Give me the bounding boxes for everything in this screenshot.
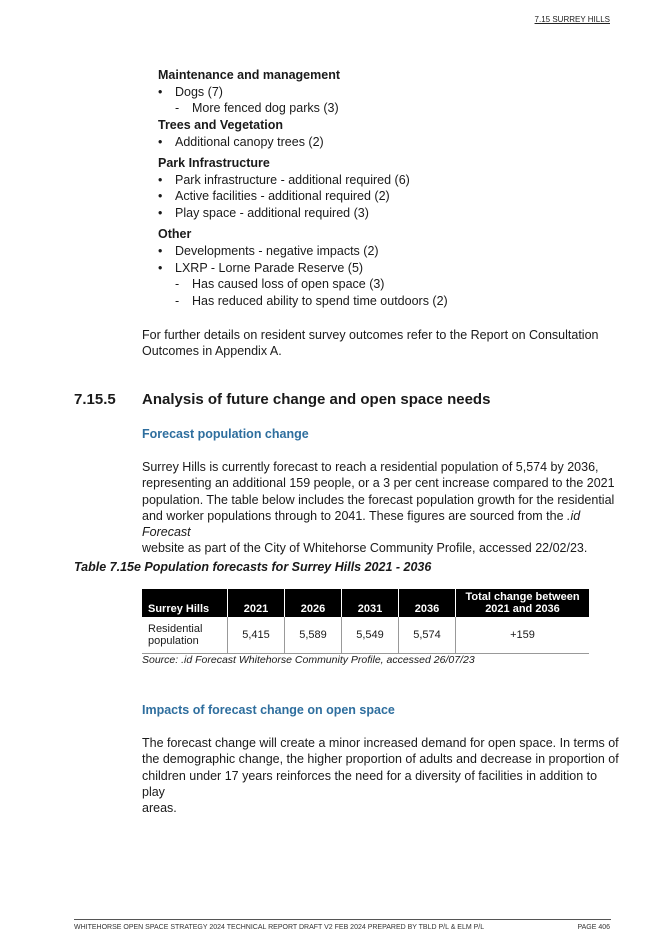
table-source: Source: .id Forecast Whitehorse Community Profile, accessed 26/07/23 xyxy=(142,654,475,666)
footer-divider xyxy=(74,919,611,920)
col-header-2026: 2026 xyxy=(285,589,342,617)
impacts-paragraph: The forecast change will create a minor increased demand for open space. In terms of the demographic change, the higher proportion of adults and decrease in proportion of children under 17 years reinforces the need for a diversity of facilities in addition to play areas. xyxy=(142,736,619,816)
dash-item: - Has reduced ability to spend time outdoors (2) xyxy=(192,294,448,308)
col-header-2031: 2031 xyxy=(342,589,399,617)
col-header-2021: 2021 xyxy=(228,589,285,617)
bullet-item: • Dogs (7) xyxy=(175,85,223,99)
bullet-item: • Additional canopy trees (2) xyxy=(175,135,324,149)
impacts-heading: Impacts of forecast change on open space xyxy=(142,703,395,717)
row-label: Residential population xyxy=(142,617,228,654)
id-forecast-ref: .id Forecast xyxy=(142,508,581,540)
col-header-area: Surrey Hills xyxy=(142,589,228,617)
group-title-infrastructure: Park Infrastructure xyxy=(158,156,270,170)
dash-item: - Has caused loss of open space (3) xyxy=(192,277,384,291)
section-number: 7.15.5 xyxy=(74,391,116,408)
bullet-item: • Play space - additional required (3) xyxy=(175,206,369,220)
col-header-total-change: Total change between 2021 and 2036 xyxy=(456,589,590,617)
bullet-item: • Active facilities - additional required (2) xyxy=(175,189,390,203)
table-header-row xyxy=(142,589,589,617)
page-number: PAGE 406 xyxy=(577,924,610,931)
section-title: Analysis of future change and open space needs xyxy=(142,391,491,408)
bullet-item: • Developments - negative impacts (2) xyxy=(175,244,379,258)
forecast-heading: Forecast population change xyxy=(142,427,309,441)
table-caption: Table 7.15e Population forecasts for Surrey Hills 2021 - 2036 xyxy=(74,560,432,574)
further-details-paragraph: For further details on resident survey outcomes refer to the Report on Consultation Outcomes in Appendix A. xyxy=(142,328,599,359)
table-row xyxy=(142,617,589,654)
group-title-maintenance: Maintenance and management xyxy=(158,68,340,82)
footer-text: WHITEHORSE OPEN SPACE STRATEGY 2024 TECHNICAL REPORT DRAFT V2 FEB 2024 PREPARED BY TBLD P/L & ELM P/L xyxy=(74,924,485,931)
cell-total-change: +159 xyxy=(456,617,590,654)
dash-item: - More fenced dog parks (3) xyxy=(192,101,339,115)
population-table xyxy=(142,589,589,654)
cell-2026: 5,589 xyxy=(285,617,342,654)
cell-2031: 5,549 xyxy=(342,617,399,654)
section-link[interactable]: 7.15 SURREY HILLS xyxy=(534,15,610,24)
forecast-paragraph: Surrey Hills is currently forecast to reach a residential population of 5,574 by 2036, representing an additional 159 people, or a 3 per cent increase compared to the 2021 population. The table below includes the forecast population growth for the residential and worker populations through to 2041. These figures are sourced from the .id Forecast website as part of the City of Whitehorse Community Profile, accessed 22/02/23. xyxy=(142,460,615,556)
bullet-item: • LXRP - Lorne Parade Reserve (5) xyxy=(175,261,363,275)
bullet-item: • Park infrastructure - additional required (6) xyxy=(175,173,410,187)
col-header-2036: 2036 xyxy=(399,589,456,617)
group-title-other: Other xyxy=(158,227,192,241)
group-title-trees: Trees and Vegetation xyxy=(158,118,284,132)
cell-2036: 5,574 xyxy=(399,617,456,654)
cell-2021: 5,415 xyxy=(228,617,285,654)
